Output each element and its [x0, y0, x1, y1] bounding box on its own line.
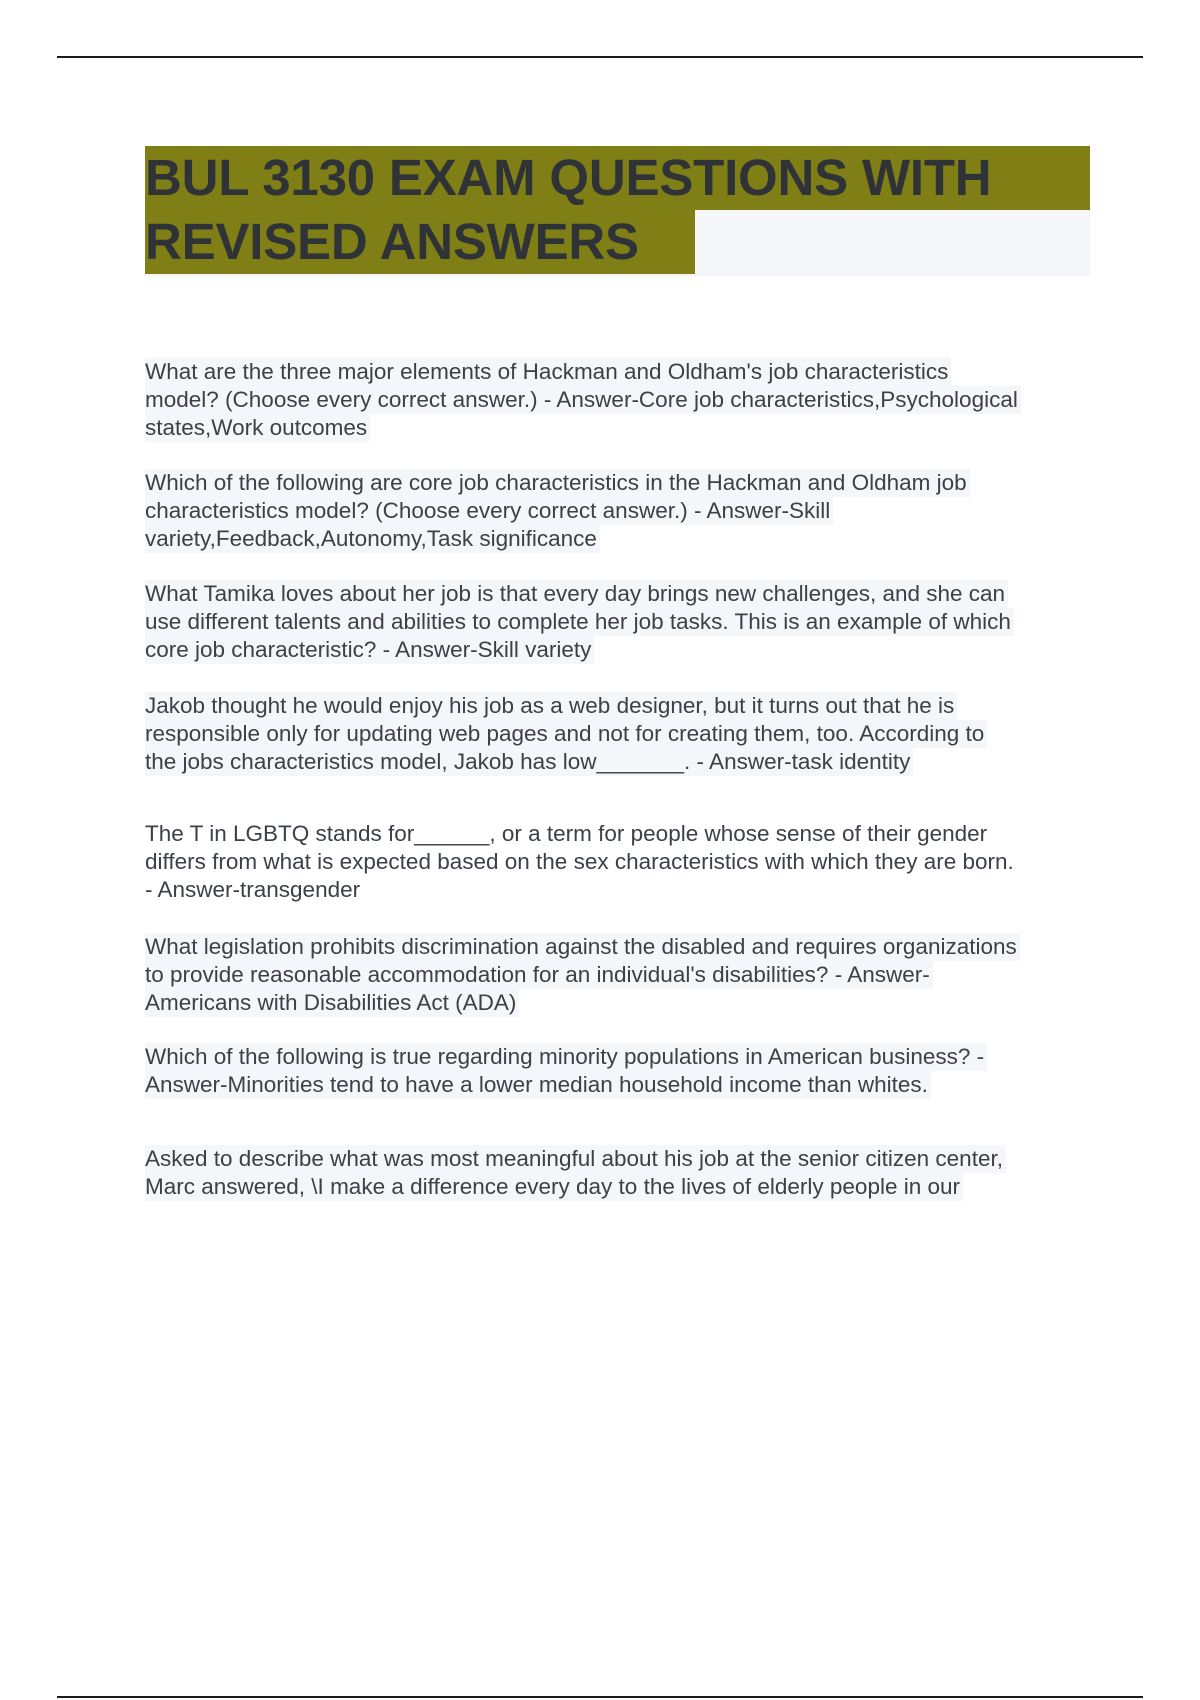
- qa-line: responsible only for updating web pages and not for creating them, too. According to: [145, 720, 987, 748]
- title-line-1: BUL 3130 EXAM QUESTIONS WITH: [145, 146, 1090, 210]
- qa-entry-4: [145, 692, 987, 776]
- qa-line: variety,Feedback,Autonomy,Task significance: [145, 525, 600, 553]
- qa-entry-2: [145, 469, 970, 553]
- qa-line: use different talents and abilities to complete her job tasks. This is an example of which: [145, 608, 1014, 636]
- qa-line: What Tamika loves about her job is that every day brings new challenges, and she can: [145, 580, 1008, 608]
- qa-line: core job characteristic? - Answer-Skill variety: [145, 636, 594, 664]
- qa-line: model? (Choose every correct answer.) - Answer-Core job characteristics,Psychological: [145, 386, 1021, 414]
- qa-line: What legislation prohibits discrimination against the disabled and requires organizations: [145, 933, 1020, 961]
- qa-entry-5: [145, 820, 1017, 904]
- qa-line: states,Work outcomes: [145, 414, 370, 442]
- document-title: [145, 146, 1090, 276]
- qa-line: Asked to describe what was most meaningful about his job at the senior citizen center,: [145, 1145, 1006, 1173]
- qa-line: to provide reasonable accommodation for an individual's disabilities? - Answer-: [145, 961, 933, 989]
- qa-line: the jobs characteristics model, Jakob has low_______. - Answer-task identity: [145, 748, 913, 776]
- qa-line: Marc answered, \I make a difference every day to the lives of elderly people in our: [145, 1173, 963, 1201]
- qa-line: Which of the following is true regarding minority populations in American business? -: [145, 1043, 987, 1071]
- qa-line: Answer-Minorities tend to have a lower median household income than whites.: [145, 1071, 931, 1099]
- qa-line: - Answer-transgender: [145, 877, 361, 902]
- qa-entry-6: [145, 933, 1020, 1017]
- qa-line: Jakob thought he would enjoy his job as a web designer, but it turns out that he is: [145, 692, 957, 720]
- qa-entry-3: [145, 580, 1014, 664]
- qa-line: characteristics model? (Choose every correct answer.) - Answer-Skill: [145, 497, 833, 525]
- top-rule: [57, 56, 1143, 58]
- title-line-2: REVISED ANSWERS: [145, 210, 695, 274]
- qa-entry-1: [145, 358, 1021, 442]
- qa-line: Americans with Disabilities Act (ADA): [145, 989, 519, 1017]
- qa-line: differs from what is expected based on the sex characteristics with which they are born.: [145, 849, 1014, 874]
- qa-line: Which of the following are core job characteristics in the Hackman and Oldham job: [145, 469, 970, 497]
- qa-line: The T in LGBTQ stands for______, or a term for people whose sense of their gender: [145, 821, 988, 846]
- qa-entry-7: [145, 1043, 987, 1099]
- qa-entry-8: [145, 1145, 1006, 1201]
- bottom-rule: [57, 1696, 1143, 1698]
- qa-line: What are the three major elements of Hackman and Oldham's job characteristics: [145, 358, 951, 386]
